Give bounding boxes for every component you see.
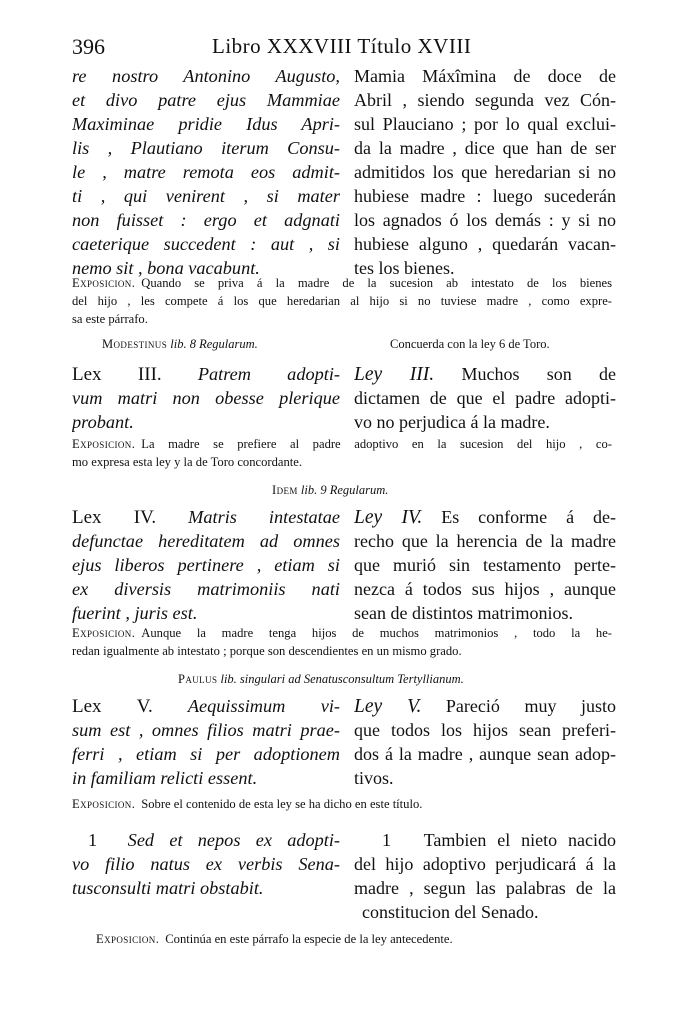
spanish-line: que murió sin testamento perte- — [354, 555, 616, 575]
exposicion-para1 — [72, 930, 612, 948]
spanish-text: Muchos son de — [461, 364, 616, 384]
latin-line: fuerint , juris est. — [72, 603, 198, 623]
exposicion-line — [72, 930, 612, 948]
spanish-line: Mamia Máxîmina de doce de — [354, 66, 616, 86]
lex-number: Lex V. — [72, 696, 153, 717]
latin-column-para1 — [72, 828, 340, 900]
exposicion-text: Aunque la madre tenga hijos de muchos matrimonios , todo la he- — [141, 626, 612, 640]
exposicion-label: Exposicion. — [96, 932, 160, 946]
latin-line: sum est , omnes filios matri prae- — [72, 720, 340, 740]
spanish-column-block1 — [354, 64, 616, 280]
source-author: Paulus — [178, 672, 218, 686]
lex-number: Lex III. — [72, 364, 162, 385]
source-work: lib. singulari ad Senatusconsultum Tertyllianum. — [220, 672, 464, 686]
spanish-line — [354, 828, 616, 852]
latin-line: lis , Plautiano iterum Consu- — [72, 138, 340, 158]
source-work: lib. 8 Regularum. — [170, 337, 258, 351]
latin-line: et divo patre ejus Mammiae — [72, 90, 340, 110]
latin-line: Maximinae pridie Idus Apri- — [72, 114, 340, 134]
exposicion-line — [72, 624, 612, 642]
source-citation — [102, 335, 258, 353]
latin-line — [72, 694, 340, 718]
latin-line: defunctae hereditatem ad omnes — [72, 531, 340, 551]
spanish-line: recho que la herencia de la madre — [354, 531, 616, 551]
exposicion-line: redan igualmente ab intestato ; porque son descendientes en un mismo grado. — [72, 644, 462, 658]
spanish-text: Es conforme á de- — [441, 507, 616, 527]
latin-column-lex3 — [72, 362, 340, 434]
exposicion-text: Continúa en este párrafo la especie de la ley antecedente. — [165, 932, 453, 946]
exposicion-text: La madre se prefiere al padre adoptivo en la sucesion del hijo , co- — [141, 437, 612, 451]
latin-text: Aequissimum vi- — [187, 696, 340, 716]
latin-line: nemo sit , bona vacabunt. — [72, 258, 260, 278]
latin-line: vo filio natus ex verbis Sena- — [72, 854, 340, 874]
latin-line: re nostro Antonino Augusto, — [72, 66, 340, 86]
latin-line: probant. — [72, 412, 134, 432]
source-author: Modestinus — [102, 337, 168, 351]
source-author: Idem — [272, 483, 298, 497]
spanish-column-lex5 — [354, 694, 616, 790]
latin-text: Patrem adopti- — [197, 364, 340, 384]
spanish-column-para1 — [354, 828, 616, 924]
spanish-line: constitucion del Senado. — [362, 902, 539, 922]
exposicion-lex5 — [72, 795, 612, 813]
spanish-line: Abril , siendo segunda vez Cón- — [354, 90, 616, 110]
exposicion-line — [72, 435, 612, 453]
concordance-note: Concuerda con la ley 6 de Toro. — [390, 337, 550, 351]
exposicion-text: Sobre el contenido de esta ley se ha dicho en este título. — [141, 797, 423, 811]
latin-line: ferri , etiam si per adoptionem — [72, 744, 340, 764]
latin-text: Matris intestatae — [188, 507, 340, 527]
spanish-line: que todos los hijos sean preferi- — [354, 720, 616, 740]
exposicion-label: Exposicion. — [72, 626, 136, 640]
spanish-line: hubiese alguno , quedarán vacan- — [354, 234, 616, 254]
latin-line: le , matre remota eos admit- — [72, 162, 340, 182]
spanish-line: del hijo adoptivo perjudicará á la — [354, 854, 616, 874]
latin-line: caeterique succedent : aut , si — [72, 234, 340, 254]
ley-number: Ley III. — [354, 364, 435, 385]
page-number: 396 — [72, 34, 105, 59]
exposicion-label: Exposicion. — [72, 437, 136, 451]
paragraph-number: 1 — [382, 830, 391, 850]
latin-column-lex4 — [72, 505, 340, 625]
latin-line — [72, 828, 340, 852]
latin-column-lex5 — [72, 694, 340, 790]
exposicion-line — [72, 274, 612, 292]
spanish-column-lex4 — [354, 505, 616, 625]
exposicion-text: Quando se priva á la madre de la sucesion ab intestato de los bienes — [141, 276, 612, 290]
exposicion-line: sa este párrafo. — [72, 312, 148, 326]
spanish-line — [354, 362, 616, 386]
source-citation — [272, 481, 388, 499]
spanish-line: tes los bienes. — [354, 258, 455, 278]
source-citation — [178, 670, 464, 688]
exposicion-line — [72, 795, 612, 813]
latin-line: tusconsulti matri obstabit. — [72, 878, 264, 898]
spanish-text: Tambien el nieto nacido — [423, 830, 616, 850]
spanish-text: Pareció muy justo — [445, 696, 616, 716]
spanish-line: dictamen de que el padre adopti- — [354, 388, 616, 408]
page-header — [72, 34, 612, 62]
spanish-line: hubiese madre : luego sucederán — [354, 186, 616, 206]
latin-line: ti , qui venirent , si mater — [72, 186, 340, 206]
spanish-line: sean de distintos matrimonios. — [354, 603, 573, 623]
latin-line — [72, 505, 340, 529]
spanish-column-lex3 — [354, 362, 616, 434]
exposicion-lex4 — [72, 624, 612, 660]
latin-line: vum matri non obesse plerique — [72, 388, 340, 408]
lex-number: Lex IV. — [72, 507, 157, 528]
spanish-line: sul Plauciano ; por lo qual exclui- — [354, 114, 616, 134]
latin-line — [72, 362, 340, 386]
spanish-line: tivos. — [354, 768, 394, 788]
exposicion-line: mo expresa esta ley y la de Toro concordante. — [72, 455, 303, 469]
running-title: Libro XXXVIII Título XVIII — [212, 34, 472, 58]
exposicion-label: Exposicion. — [72, 276, 136, 290]
latin-line: ejus liberos pertinere , etiam si — [72, 555, 340, 575]
latin-line: non fuisset : ergo et adgnati — [72, 210, 340, 230]
spanish-line: madre , segun las palabras de la — [354, 878, 616, 898]
spanish-line: los agnados ó los demás : y si no — [354, 210, 616, 230]
source-work: lib. 9 Regularum. — [300, 483, 389, 497]
exposicion-block1 — [72, 274, 612, 328]
latin-line: ex diversis matrimoniis nati — [72, 579, 340, 599]
latin-column-block1 — [72, 64, 340, 280]
spanish-line: dos á la madre , aunque sean adop- — [354, 744, 616, 764]
spanish-line: nezca á todos sus hijos , aunque — [354, 579, 616, 599]
spanish-line: da la madre , dice que han de ser — [354, 138, 616, 158]
spanish-line — [354, 505, 616, 529]
spanish-line — [354, 694, 616, 718]
spanish-line: vo no perjudica á la madre. — [354, 412, 550, 432]
exposicion-label: Exposicion. — [72, 797, 136, 811]
latin-text: Sed et nepos ex adopti- — [127, 830, 340, 850]
exposicion-lex3 — [72, 435, 612, 471]
ley-number: Ley V. — [354, 696, 422, 717]
ley-number: Ley IV. — [354, 507, 423, 528]
exposicion-line: del hijo , les compete á los que heredarian al hijo si no tuviese madre , como expre- — [72, 294, 612, 308]
spanish-line: admitidos los que heredarian si no — [354, 162, 616, 182]
paragraph-number: 1 — [88, 830, 98, 850]
latin-line: in familiam relicti essent. — [72, 768, 258, 788]
